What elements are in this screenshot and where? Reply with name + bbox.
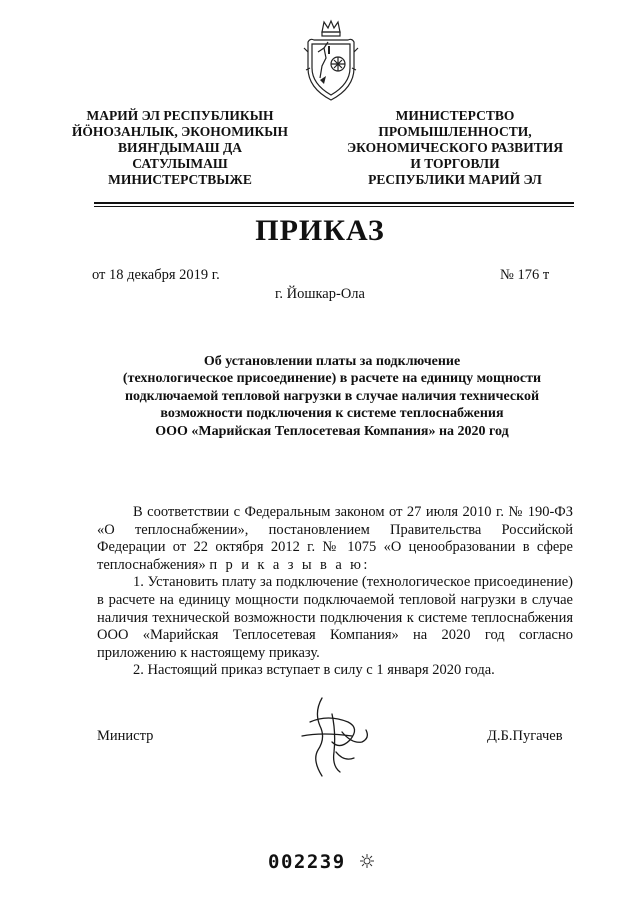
handwritten-signature [292, 692, 378, 780]
subject-line: ООО «Марийская Теплосетевая Компания» на 2020 год [155, 423, 509, 439]
header-right-line: МИНИСТЕРСТВО [395, 108, 515, 123]
header-left-line: ВИЯҤДЫМАШ ДА [118, 140, 242, 155]
document-body [97, 504, 573, 680]
subject-line: подключаемой тепловой нагрузки в случае наличия технической [124, 388, 540, 404]
header-left-line: МИНИСТЕРСТВЫЖЕ [108, 172, 252, 187]
subject-line: (технологическое присоединение) в расчете на единицу мощности [122, 371, 542, 387]
signatory-title: Министр [97, 728, 154, 744]
header-left-line: САТУЛЫМАШ [132, 156, 228, 171]
subject-line: Об установлении платы за подключение [203, 354, 461, 369]
document-subject [92, 353, 572, 440]
header-ministry-mari [62, 108, 298, 188]
item-2-paragraph: 2. Настоящий приказ вступает в силу с 1 января 2020 года. [133, 662, 495, 679]
header-right-line: И ТОРГОВЛИ [410, 156, 500, 171]
preamble-text: В соответствии с Федеральным законом от 27 июля 2010 г. № 190-ФЗ «О теплоснабжении», постановлением Правительства Российской Федерации от 22 октября 2012 г. № 1075 «О ценообразовании в сфере теплоснабжения» [97, 504, 573, 573]
coat-of-arms-emblem [300, 18, 362, 104]
preamble-paragraph [97, 504, 573, 574]
document-title: ПРИКАЗ [255, 214, 385, 247]
header-right-line: ЭКОНОМИЧЕСКОГО РАЗВИТИЯ [347, 140, 563, 155]
signatory-name: Д.Б.Пугачев [487, 728, 563, 744]
header-right-line: ПРОМЫШЛЕННОСТИ, [378, 124, 532, 139]
header-ministry-russian [330, 108, 580, 188]
header-left-line: МАРИЙ ЭЛ РЕСПУБЛИКЫН [86, 108, 274, 123]
serial-number: 002239 [268, 851, 346, 873]
ornament-icon [359, 853, 375, 869]
header-divider-thick [94, 202, 574, 204]
document-number: № 176 т [500, 267, 550, 283]
subject-line: возможности подключения к системе теплоснабжения [160, 406, 504, 422]
order-word: п р и к а з ы в а ю: [209, 556, 370, 573]
header-right-line: РЕСПУБЛИКИ МАРИЙ ЭЛ [368, 172, 542, 187]
header-divider-thin [94, 206, 574, 207]
header-left-line: ЙӦНОЗАНЛЫК, ЭКОНОМИКЫН [71, 124, 289, 139]
document-date: от 18 декабря 2019 г. [92, 267, 220, 283]
document-city: г. Йошкар-Ола [275, 286, 365, 302]
item-1-paragraph: 1. Установить плату за подключение (технологическое присоединение) в расчете на единицу мощности подключаемой тепловой нагрузки в случае наличия технической возможности подключения к системе теплоснабжения ООО «Марийская Теплосетевая Компания» на 2020 год согласно приложению к настоящему приказу. [97, 574, 573, 661]
